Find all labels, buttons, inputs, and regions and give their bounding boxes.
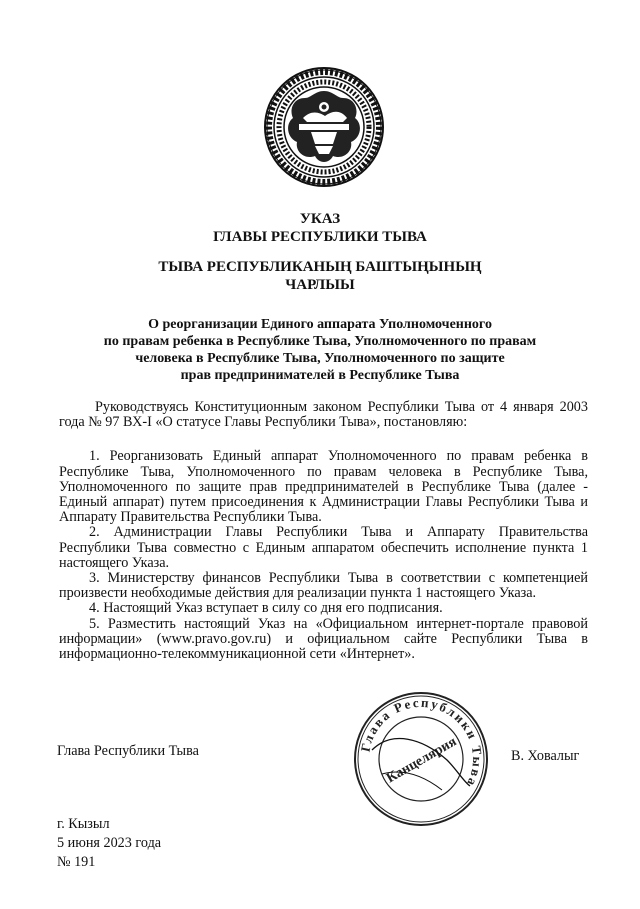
subject-line1: О реорганизации Единого аппарата Уполномоченного bbox=[148, 317, 492, 332]
signatory-name: В. Ховалыг bbox=[511, 748, 580, 764]
stamp-center-text: Канцелярия bbox=[384, 734, 460, 787]
office-stamp-icon bbox=[352, 690, 490, 828]
item-paragraph-2: 2. Администрации Главы Республики Тыва и Аппарату Правительства Республики Тыва совместно с Единым аппаратом обеспечить исполнение пункта 1 настоящего Указа. bbox=[59, 524, 588, 571]
item-paragraph-5: 5. Разместить настоящий Указ на «Официальном интернет-портале правовой информации» (www.pravo.gov.ru) и официальном сайте Республики Тыва в информационно-телекоммуникационной сети «Интернет». bbox=[59, 615, 588, 663]
decree-subject bbox=[0, 316, 640, 384]
item-paragraph-1: 1. Реорганизовать Единый аппарат Уполномоченного по правам ребенка в Республике Тыва, Уполномоченного по правам человека в Республике Тыва, Уполномоченного по защите прав предпринимателей в Республике Тыва (далее - Единый аппарат) путем присоединения к Администрации Главы Республики Тыва и Аппарату Правительства Республики Тыва. bbox=[59, 448, 588, 526]
coat-of-arms-emblem-icon bbox=[263, 66, 385, 188]
subject-line3: человека в Республике Тыва, Уполномоченного по защите bbox=[135, 351, 505, 366]
date-of-signing: 5 июня 2023 года bbox=[57, 835, 162, 851]
stamp-ring-text: Глава Республики Тыва bbox=[357, 694, 486, 791]
tuvan-title-line1: ТЫВА РЕСПУБЛИКАНЫҢ БАШТЫҢЫНЫҢ bbox=[158, 259, 482, 275]
tuvan-heading bbox=[0, 258, 640, 294]
signatory-position: Глава Республики Тыва bbox=[57, 743, 199, 759]
preamble-paragraph: Руководствуясь Конституционным законом Республики Тыва от 4 января 2003 года № 97 ВХ-I «О статусе Главы Республики Тыва», постановляю: bbox=[59, 399, 588, 431]
tuvan-title-line2: ЧАРЛЫЫ bbox=[285, 277, 355, 293]
decree-footer bbox=[57, 815, 161, 872]
item-paragraph-3: 3. Министерству финансов Республики Тыва в соответствии с компетенцией произвести необходимые действия для реализации пункта 1 настоящего Указа. bbox=[59, 570, 588, 602]
subject-line4: прав предпринимателей в Республике Тыва bbox=[180, 368, 460, 383]
decree-number: № 191 bbox=[57, 854, 96, 870]
item-paragraph-4: 4. Настоящий Указ вступает в силу со дня его подписания. bbox=[89, 600, 443, 617]
decree-author: ГЛАВЫ РЕСПУБЛИКИ ТЫВА bbox=[213, 229, 427, 245]
decree-body bbox=[59, 400, 588, 662]
subject-line2: по правам ребенка в Республике Тыва, Уполномоченного по правам bbox=[103, 334, 537, 349]
place-of-signing: г. Кызыл bbox=[57, 816, 110, 832]
decree-title: УКАЗ bbox=[299, 211, 341, 227]
decree-heading bbox=[0, 210, 640, 246]
